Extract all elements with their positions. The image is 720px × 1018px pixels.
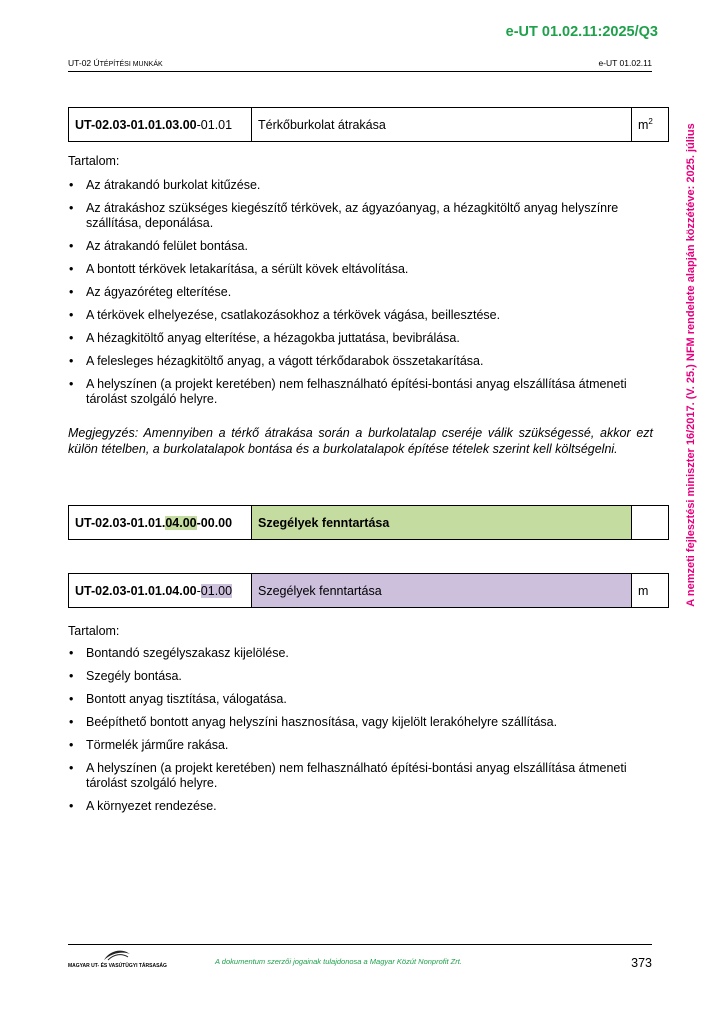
header-chapter-first: Ú [93,58,100,68]
item-unit [632,108,669,142]
list-item: • Szegély bontása. [68,669,628,684]
side-publication-note [684,97,698,633]
list-item: • Bontandó szegélyszakasz kijelölése. [68,646,628,661]
list-item: • Az átrakandó burkolat kitűzése. [68,178,628,193]
code-highlight: 01.00 [200,583,233,598]
item-title: Szegélyek fenntartása [252,506,632,540]
code-part: - [196,583,201,598]
list-item: • A bontott térkövek letakarítása, a sérült kövek eltávolítása. [68,262,628,277]
header-doc-id: e-UT 01.02.11 [598,58,652,68]
item-unit: m [632,574,669,608]
code-highlight: 04.00 [165,515,197,530]
list-item: • A hézagkitöltő anyag elterítése, a hézagokba juttatása, bevibrálása. [68,331,628,346]
footer-divider [68,944,652,945]
list-item: • Törmelék járműre rakása. [68,738,628,753]
unit-sup: 2 [648,116,653,126]
code-part: UT-02.03-01.01.04.00 [75,583,197,598]
page-header [68,57,652,72]
content-list-2 [68,646,628,822]
side-note-text: A nemzeti fejlesztési miniszter 16/2017. (V. 25.) NFM rendelete alapján közzétéve: 2025. július [685,123,697,607]
item-table-szegelyek [68,573,669,608]
header-chapter [68,58,163,68]
list-item: • A környezet rendezése. [68,799,628,814]
list-item: • A helyszínen (a projekt keretében) nem felhasználható építési-bontási anyag elszállítása átmeneti tárolást szolgáló helyre. [68,377,628,407]
list-item: • Az átrakandó felület bontása. [68,239,628,254]
list-item: • Beépíthető bontott anyag helyszíni hasznosítása, vagy kijelölt lerakóhelyre szállítása. [68,715,628,730]
footer-logo [68,950,167,970]
content-list-1 [68,178,628,415]
list-item: • A térkövek elhelyezése, csatlakozásokhoz a térkövek vágása, beillesztése. [68,308,628,323]
header-chapter-prefix: UT-02 [68,58,94,68]
content-label: Tartalom: [68,154,120,168]
list-item: • Az átrakáshoz szükséges kiegészítő térkövek, az ágyazóanyag, a hézagkitöltő anyag helyszínre szállítása, deponálása. [68,201,628,231]
logo-swoosh-icon [102,948,132,962]
note-paragraph: Megjegyzés: Amennyiben a térkő átrakása során a burkolatalap cseréje válik szükségessé, akkor ezt külön tételben, a burkolatalapok bontása és a burkolatalapok építése tételek szerint kell költségelni. [68,426,653,456]
footer-copyright: A dokumentum szerzői jogainak tulajdonosa a Magyar Közút Nonprofit Zrt. [215,957,462,966]
document-code: e-UT 01.02.11:2025/Q3 [505,24,658,40]
page-number: 373 [631,956,652,970]
code-part: UT-02.03-01.01. [75,515,166,530]
item-unit [632,506,669,540]
item-code [69,506,252,540]
logo-text: MAGYAR UT- ÉS VASÚTÜGYI TÁRSASÁG [68,963,167,969]
item-code-main: UT-02.03-01.01.03.00 [75,117,197,132]
header-chapter-rest: TÉPÍTÉSI MUNKÁK [99,61,163,68]
unit-text: m [638,118,649,133]
item-table-szegelyek-group [68,505,669,540]
item-table-terkoburkolat [68,107,669,142]
list-item: • Bontott anyag tisztítása, válogatása. [68,692,628,707]
item-title: Szegélyek fenntartása [252,574,632,608]
list-item: • A helyszínen (a projekt keretében) nem felhasználható építési-bontási anyag elszállítása átmeneti tárolást szolgáló helyre. [68,761,628,791]
content-label: Tartalom: [68,624,120,638]
item-code-suffix: -01.01 [196,117,233,132]
item-code [69,108,252,142]
list-item: • A felesleges hézagkitöltő anyag, a vágott térkődarabok összetakarítása. [68,354,628,369]
list-item: • Az ágyazóréteg elterítése. [68,285,628,300]
item-title: Térkőburkolat átrakása [252,108,632,142]
item-code [69,574,252,608]
code-part: -00.00 [196,515,233,530]
